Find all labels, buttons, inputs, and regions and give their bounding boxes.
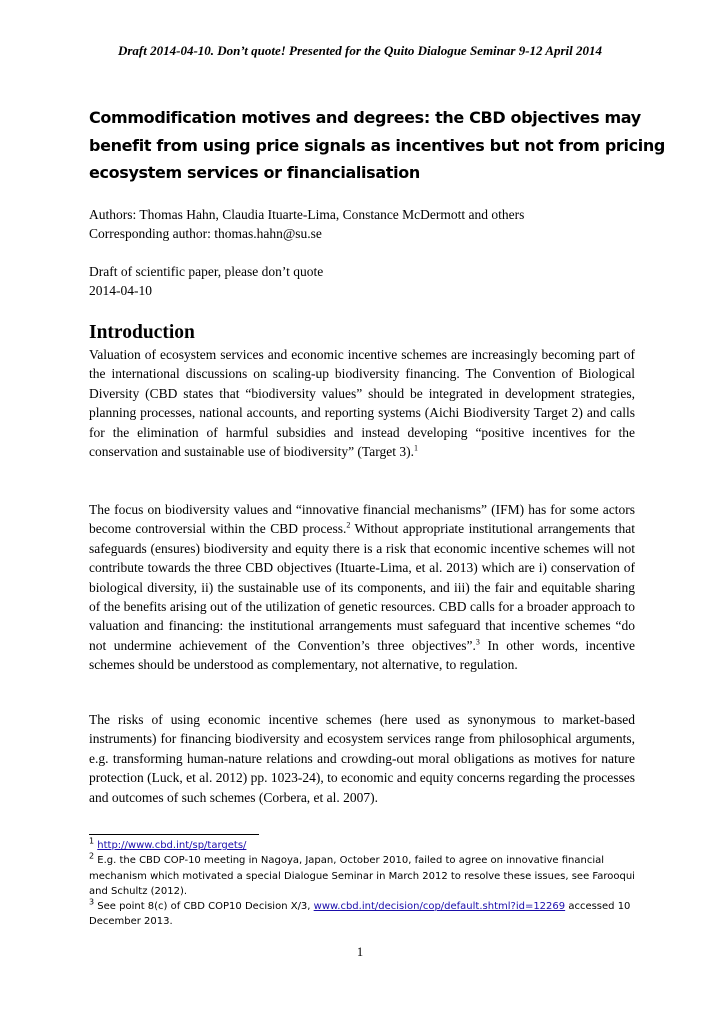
section-heading: Introduction: [89, 322, 195, 343]
footnote-ref[interactable]: 3: [475, 637, 480, 647]
footnote: [89, 899, 645, 930]
footnotes: [89, 838, 645, 930]
footnote-link[interactable]: http://www.cbd.int/sp/targets/: [97, 840, 247, 851]
paper-title: [89, 104, 666, 187]
footnote-number: 1: [89, 836, 95, 846]
footnote-separator: [89, 834, 259, 835]
draft-note: Draft of scientific paper, please don’t quote: [89, 264, 324, 279]
title-line: Commodification motives and degrees: the CBD objectives may: [89, 108, 641, 127]
footnote: [89, 853, 645, 899]
author-block: [89, 205, 649, 244]
page-number: 1: [356, 945, 364, 959]
paragraph-text: The focus on biodiversity values and “innovative financial mechanisms” (IFM) has for some actors become controversial within the CBD process.: [89, 502, 635, 537]
draft-note-block: [89, 262, 649, 301]
title-line: ecosystem services or financialisation: [89, 163, 420, 182]
footnote-number: 3: [89, 897, 95, 907]
paragraph: The risks of using economic incentive schemes (here used as synonymous to market-based instruments) for financing biodiversity and ecosystem services range from philosophical arguments, e.g. transforming human-nature relations and crowding-out moral obligations as motives for nature protection (Luck, et al. 2012) pp. 1023-24), to economic and equity concerns regarding the processes and outcomes of such schemes (Corbera, et al. 2007).: [89, 712, 635, 805]
footnote-text: accessed 10 December 2013.: [89, 901, 631, 928]
footnote-ref[interactable]: 1: [413, 443, 418, 453]
paragraph-text: Valuation of ecosystem services and economic incentive schemes are increasingly becoming part of the international discussions on scaling-up biodiversity financing. The Convention of Biological Diversity (CBD states that “biodiversity values” should be integrated in development strategies, planning processes, national accounts, and reporting systems (Aichi Biodiversity Target 2) and calls for the elimination of harmful subsidies and instead developing “positive incentives for the conservation and sustainable use of biodiversity” (Target 3).: [89, 347, 635, 460]
title-line: benefit from using price signals as incentives but not from pricing: [89, 135, 666, 155]
footnote-number: 2: [89, 851, 95, 861]
footnote: [89, 838, 645, 853]
footnote-text: E.g. the CBD COP-10 meeting in Nagoya, Japan, October 2010, failed to agree on innovative financial mechanism which motivated a special Dialogue Seminar in March 2012 to resolve these issues, see Farooqui and Schultz (2012).: [89, 855, 635, 897]
corresponding-author: Corresponding author: thomas.hahn@su.se: [89, 226, 322, 242]
paragraph: [89, 345, 635, 461]
authors-line: Authors: Thomas Hahn, Claudia Ituarte-Lima, Constance McDermott and others: [89, 207, 525, 222]
draft-date: 2014-04-10: [89, 283, 152, 299]
paragraph-text: Without appropriate institutional arrangements that safeguards (ensures) biodiversity and equity there is a risk that economic incentive schemes will not contribute towards the three CBD objectives (Ituarte-Lima, et al. 2013) which are i) conservation of biological diversity, ii) the sustainable use of its components, and iii) the fair and equitable sharing of the benefits arising out of the utilization of genetic resources. CBD calls for a broader approach to valuation and financing: the institutional arrangements must safeguard that incentive schemes “do not undermine achievement of the Convention’s three objectives”.: [89, 521, 635, 653]
footnote-link[interactable]: www.cbd.int/decision/cop/default.shtml?id=12269: [313, 901, 566, 913]
footnote-ref[interactable]: 2: [346, 520, 351, 530]
paragraph-text: In other words, incentive schemes should be understood as complementary, not alternative, to regulation.: [89, 637, 635, 673]
paragraph: [89, 500, 635, 675]
footnote-text: See point 8(c) of CBD COP10 Decision X/3,: [97, 901, 314, 913]
running-header: Draft 2014-04-10. Don’t quote! Presented for the Quito Dialogue Seminar 9-12 April 2014: [117, 43, 603, 58]
